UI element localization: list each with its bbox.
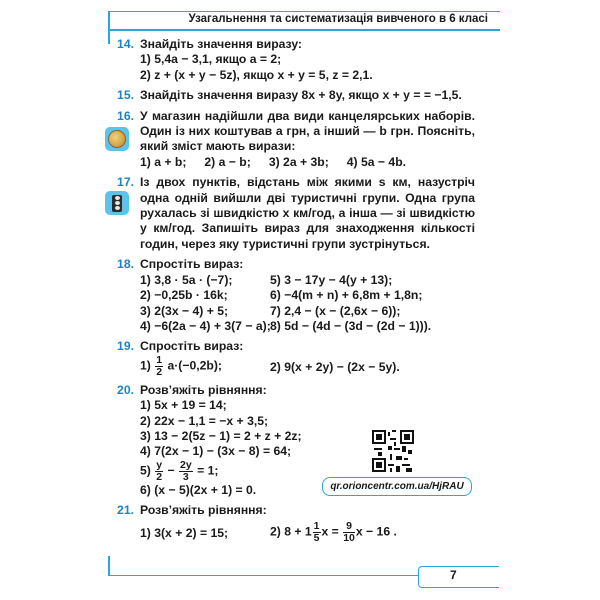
exercise-21	[117, 503, 475, 544]
exercise-line: 4) 7(2x − 1) − (3x − 8) = 64;	[140, 444, 292, 459]
numerator: 9	[343, 521, 355, 533]
fraction	[313, 521, 321, 544]
exercise-number: 14.	[117, 37, 134, 51]
exercise-heading: Знайдіть значення виразу:	[140, 37, 302, 51]
numerator: y	[156, 458, 163, 471]
exercise-number: 21.	[117, 503, 134, 518]
denominator: 2	[156, 470, 163, 483]
exercise-heading: Розв’яжіть рівняння:	[140, 503, 267, 518]
exercise-heading: Знайдіть значення виразу 8x + 8y, якщо x + y = = −1,5.	[140, 88, 462, 103]
numerator: 1	[156, 353, 163, 366]
cell: 3) 2(3x − 4) + 5;	[140, 303, 229, 318]
option: 4) 5a − 4b.	[346, 154, 407, 169]
fraction	[155, 460, 163, 483]
exercise-line: 2) 22x − 1,1 = −x + 3,5;	[140, 413, 269, 428]
cell: 8) 5d − (4d − (3d − (2d − 1))).	[270, 318, 432, 333]
exercise-grid	[140, 273, 475, 335]
cell: 7) 2,4 − (x − (2,6x − 6));	[270, 303, 401, 318]
fraction	[179, 460, 193, 483]
cell: 6) −4(m + n) + 6,8m + 1,8n;	[270, 288, 423, 303]
exercise-text: У магазин надійшли два види канцелярських наборів. Один із них коштував a грн, а інший — b грн. Поясніть, який зміст мають вирази:	[140, 108, 475, 154]
traffic-light-icon	[105, 191, 129, 215]
exercise-heading: Спростіть вираз:	[140, 257, 244, 272]
item-number: 1)	[140, 358, 151, 373]
option: 2) a − b;	[204, 154, 251, 169]
footer-rule	[108, 575, 418, 576]
fraction	[343, 521, 355, 544]
exercise-number: 19.	[117, 339, 134, 354]
exercise-options	[140, 155, 475, 170]
cell	[140, 355, 270, 378]
expression: x − 16 .	[355, 524, 397, 539]
numerator: 2y	[179, 458, 192, 471]
cell: 1) 3,8 · 5a · (−7);	[140, 272, 233, 287]
numerator: 1	[313, 519, 320, 532]
denominator: 5	[313, 531, 320, 544]
exercise-19	[117, 339, 475, 378]
expression: 2) 8 + 1	[270, 524, 312, 539]
exercise-line: 1) 5x + 19 = 14;	[140, 398, 227, 413]
expression: a·(−0,2b);	[167, 358, 222, 373]
page-number-box	[418, 566, 499, 588]
operator: −	[167, 463, 175, 478]
denominator: 2	[156, 365, 163, 378]
denominator: 3	[182, 470, 189, 483]
exercise-number: 15.	[117, 88, 134, 103]
option: 1) a + b;	[140, 154, 187, 169]
page-number: 7	[450, 568, 457, 582]
qr-link[interactable]: qr.orioncentr.com.ua/HjRAU	[322, 477, 472, 496]
exercise-number: 20.	[117, 382, 134, 397]
exercise-heading: Розв’яжіть рівняння:	[140, 382, 267, 397]
qr-code-icon	[372, 430, 414, 472]
fraction	[155, 355, 163, 378]
exercise-number: 17.	[117, 175, 134, 190]
exercise-16	[117, 108, 475, 171]
exercise-line: 1) 5,4a − 3,1, якщо a = 2;	[140, 52, 282, 67]
page-content	[117, 37, 475, 549]
denominator: 10	[343, 531, 355, 544]
exercise-15	[117, 88, 475, 103]
cell	[270, 521, 475, 544]
expression: x =	[321, 524, 339, 539]
cell: 5) 3 − 17y − 4(y + 13);	[270, 272, 393, 287]
cell: 1) 3(x + 2) = 15;	[140, 525, 229, 540]
page-header	[108, 11, 500, 31]
exercise-number: 18.	[117, 257, 134, 272]
footer-vertical-rule	[108, 556, 110, 576]
exercise-14	[117, 37, 475, 83]
cell: 2) −0,25b · 16k;	[140, 288, 228, 303]
exercise-heading: Спростіть вираз:	[140, 339, 244, 354]
exercise-line: 2) z + (x + y − 5z), якщо x + y = 5, z = 2,1.	[140, 67, 373, 82]
exercise-number: 16.	[117, 108, 134, 123]
cell: 2) 9(x + 2y) − (2x − 5y).	[270, 359, 400, 374]
exercise-grid	[140, 355, 475, 378]
exercise-line: 6) (x − 5)(2x + 1) = 0.	[140, 482, 257, 497]
expression: = 1;	[197, 463, 219, 478]
cell: 4) −6(2a − 4) + 3(7 − a);	[140, 318, 271, 333]
item-number: 5)	[140, 463, 151, 478]
exercise-grid	[140, 521, 475, 544]
exercise-17	[117, 175, 475, 252]
header-title: Узагальнення та систематизація вивченого в 6 класі	[188, 13, 488, 25]
exercise-line: 3) 13 − 2(5z − 1) = 2 + z + 2z;	[140, 428, 302, 443]
exercise-text: Із двох пунктів, відстань між якими s км, назустріч одна одній вийшли дві туристичні групи. Одна група рухалась зі швидкістю x км/год, а інша — зі швидкістю y км/год. Запишіть вираз для знаходження кількості годин, через яку туристичні групи зустрінуться.	[140, 175, 475, 251]
coin-icon	[105, 127, 129, 151]
option: 3) 2a + 3b;	[268, 154, 329, 169]
exercise-18	[117, 257, 475, 334]
